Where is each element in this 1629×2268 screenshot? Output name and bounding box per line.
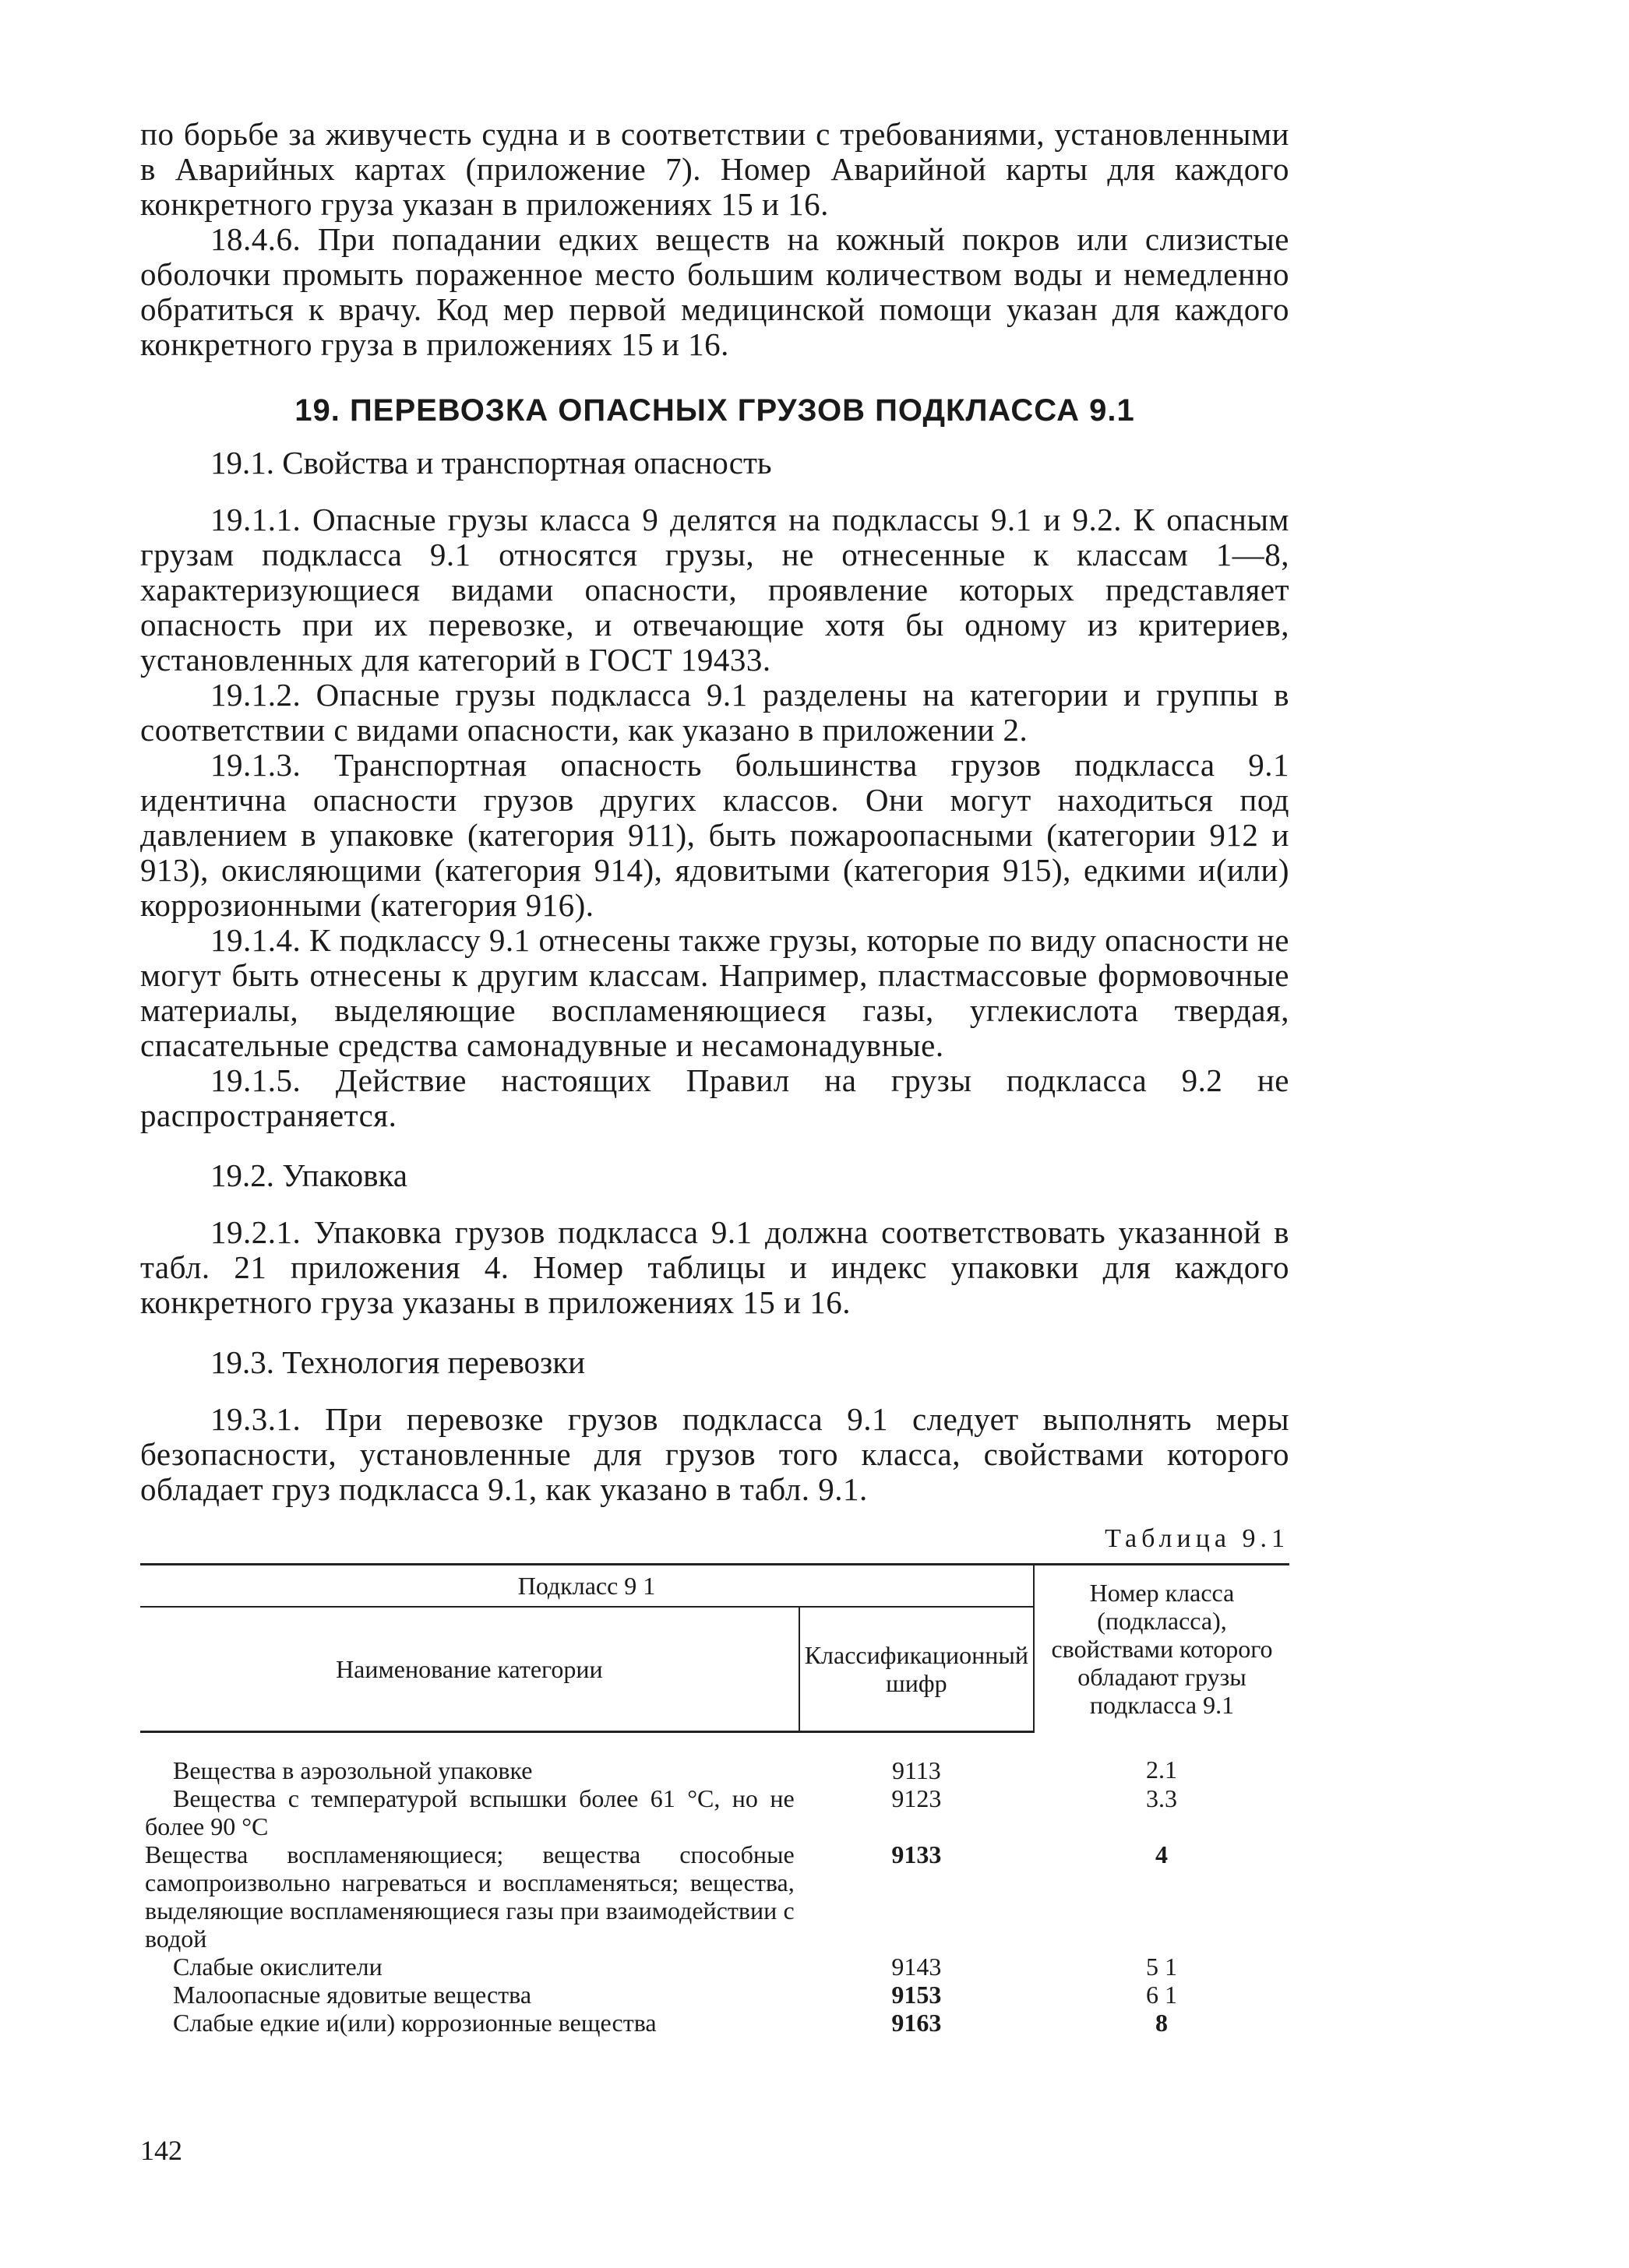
cell-name: Вещества воспламеняющиеся; вещества способные самопроизвольно нагреваться и воспламеняться; вещества, выделяющие воспламеняющиеся газы при взаимодействии с водой (145, 1840, 795, 1953)
cell-code: 9163 (891, 2009, 942, 2037)
subheading-19-2: 19.2. Упаковка (210, 1157, 408, 1193)
table-header-name: Наименование категории (140, 1607, 799, 1732)
paragraph-19-1-5: 19.1.5. Действие настоящих Правил на грузы подкласса 9.2 не распространяется. (140, 1062, 1289, 1133)
paragraph-19-2-1: 19.2.1. Упаковка грузов подкласса 9.1 должна соответствовать указанной в табл. 21 приложения 4. Номер таблицы и индекс упаковки для каждого конкретного груза указаны в приложениях 15 и 16. (140, 1214, 1289, 1320)
cell-class: 6 1 (1146, 1981, 1177, 2009)
cell-name: Слабые окислители (173, 1953, 383, 1981)
subheading-19-3: 19.3. Технология перевозки (210, 1344, 586, 1380)
cell-name: Слабые едкие и(или) коррозионные вещества (173, 2009, 657, 2037)
paragraph-19-1-4: 19.1.4. К подклассу 9.1 отнесены также грузы, которые по виду опасности не могут быть отнесены к другим классам. Например, пластмассовые формовочные материалы, выделяющие воспламеняющиеся газы, углекислота твердая, спасательные средства самонадувные и несамонадувные. (140, 922, 1289, 1063)
table-row (140, 1953, 1289, 1981)
table-row (140, 2009, 1289, 2037)
table-row (140, 1784, 1289, 1840)
section-title: 19. ПЕРЕВОЗКА ОПАСНЫХ ГРУЗОВ ПОДКЛАССА 9.1 (294, 393, 1135, 428)
paragraph-19-1-1: 19.1.1. Опасные грузы класса 9 делятся на подклассы 9.1 и 9.2. К опасным грузам подкласса 9.1 относятся грузы, не отнесенные к классам 1—8, характеризующиеся видами опасности, проявление которых представляет опасность при их перевозке, и отвечающие хотя бы одному из критериев, установленных для категорий в ГОСТ 19433. (140, 502, 1289, 678)
paragraph-18-4-6: 18.4.6. При попадании едких веществ на кожный покров или слизистые оболочки промыть пораженное место большим количеством воды и немедленно обратиться к врачу. Код мер первой медицинской помощи указан для каждого конкретного груза в приложениях 15 и 16. (140, 221, 1289, 362)
table-caption: Таблица 9.1 (1105, 1524, 1289, 1553)
table-9-1 (140, 1563, 1289, 2037)
cell-class: 2.1 (1146, 1755, 1177, 1784)
cell-class: 4 (1155, 1840, 1168, 1868)
table-row (140, 1981, 1289, 2009)
cell-class: 5 1 (1146, 1953, 1177, 1981)
paragraph-19-3-1: 19.3.1. При перевозке грузов подкласса 9.1 следует выполнять меры безопасности, установленные для грузов того класса, свойствами которого обладает груз подкласса 9.1, как указано в табл. 9.1. (140, 1401, 1289, 1507)
cell-name: Малоопасные ядовитые вещества (173, 1981, 532, 2009)
cell-code: 9113 (891, 1756, 941, 1784)
paragraph-19-1-2: 19.1.2. Опасные грузы подкласса 9.1 разделены на категории и группы в соответствии с видами опасности, как указано в приложении 2. (140, 677, 1289, 748)
paragraph-continued: по борьбе за живучесть судна и в соответствии с требованиями, установленными в Аварийных картах (приложение 7). Номер Аварийной карты для каждого конкретного груза указан в приложениях 15 и 16. (140, 116, 1289, 222)
cell-class: 3.3 (1146, 1784, 1177, 1812)
cell-name: Вещества в аэрозольной упаковке (173, 1756, 533, 1784)
page-number: 142 (140, 2135, 182, 2166)
cell-name: Вещества с температурой вспышки более 61 °С, но не более 90 °С (145, 1784, 795, 1840)
cell-code: 9143 (891, 1953, 942, 1981)
cell-code: 9123 (891, 1784, 942, 1812)
page-body (140, 117, 1289, 2037)
table-row (140, 1732, 1289, 1785)
table-header-class: Номер класса (подкласса), свойствами которого обладают грузы подкласса 9.1 (1034, 1565, 1289, 1732)
cell-class: 8 (1155, 2009, 1168, 2037)
paragraph-19-1-3: 19.1.3. Транспортная опасность большинства грузов подкласса 9.1 идентична опасности грузов других классов. Они могут находиться под давлением в упаковке (категория 911), быть пожароопасными (категории 912 и 913), окисляющими (категория 914), ядовитыми (категория 915), едкими и(или) коррозионными (категория 916). (140, 747, 1289, 923)
cell-code: 9133 (891, 1840, 942, 1868)
subheading-19-1: 19.1. Свойства и транспортная опасность (210, 445, 772, 481)
cell-code: 9153 (891, 1981, 942, 2009)
table-row (140, 1840, 1289, 1953)
table-header-code: Классификационный шифр (799, 1607, 1034, 1732)
table-header-group: Подкласс 9 1 (140, 1565, 1034, 1608)
